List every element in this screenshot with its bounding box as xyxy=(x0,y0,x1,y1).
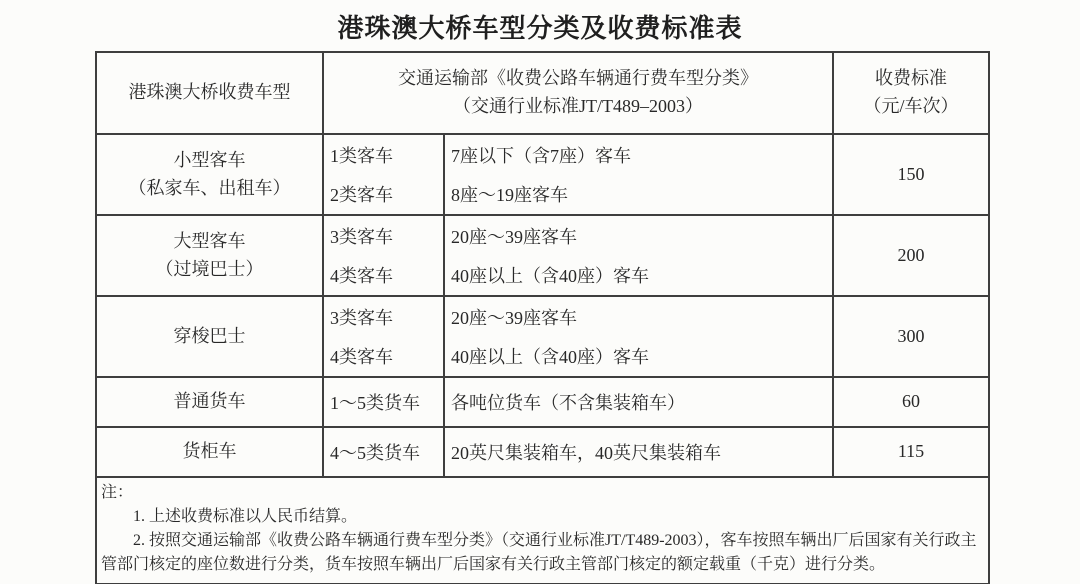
header-ministry-classification xyxy=(323,52,833,134)
class-line: 2类客车 xyxy=(330,185,393,206)
fee-cell: 115 xyxy=(833,427,989,477)
header-vehicle-type: 港珠澳大桥收费车型 xyxy=(96,52,323,134)
table-row xyxy=(96,296,989,377)
class-line: 1类客车 xyxy=(330,145,393,166)
header-fee-line2: （元/车次） xyxy=(863,96,959,116)
fee-cell: 300 xyxy=(833,296,989,377)
class-line: 4类客车 xyxy=(330,347,393,368)
vehicle-type-cell xyxy=(96,296,323,377)
table-row xyxy=(96,377,989,427)
page-title: 港珠澳大桥车型分类及收费标准表 xyxy=(337,14,743,43)
description-line: 40座以上（含40座）客车 xyxy=(451,266,649,287)
note-item-1: 1. 上述收费标准以人民币结算。 xyxy=(133,508,358,525)
vehicle-type-cell xyxy=(96,134,323,215)
note-item-2: 2. 按照交通运输部《收费公路车辆通行费车型分类》（交通行业标准JT/T489-2003），客车按照车辆出厂后国家有关行政主管部门核定的座位数进行分类，货车按照车辆出厂后国家有关行政主管部门核定的额定载重（千克）进行分类。 xyxy=(101,532,977,573)
description-cell: 20英尺集装箱车，40英尺集装箱车 xyxy=(444,427,833,477)
description-line: 20座～39座客车 xyxy=(451,226,577,247)
class-line: 3类客车 xyxy=(330,226,393,247)
description-line: 40座以上（含40座）客车 xyxy=(451,347,649,368)
description-cell xyxy=(444,215,833,296)
header-fee-standard xyxy=(833,52,989,134)
vehicle-name: 普通货车 xyxy=(173,391,246,412)
class-cell xyxy=(323,296,444,377)
description-line: 7座以下（含7座）客车 xyxy=(451,145,631,166)
header-ministry-line1: 交通运输部《收费公路车辆通行费车型分类》 xyxy=(398,68,758,89)
notes-row xyxy=(96,477,989,584)
fee-cell: 200 xyxy=(833,215,989,296)
vehicle-subname: （过境巴士） xyxy=(155,258,264,279)
class-line: 4类客车 xyxy=(330,266,393,287)
vehicle-name: 大型客车 xyxy=(173,230,246,251)
table-row xyxy=(96,134,989,215)
fee-cell: 150 xyxy=(833,134,989,215)
table-row xyxy=(96,427,989,477)
description-line: 20座～39座客车 xyxy=(451,307,577,328)
class-cell xyxy=(323,134,444,215)
toll-table xyxy=(95,51,990,584)
vehicle-type-cell xyxy=(96,215,323,296)
table-header-row xyxy=(96,52,989,134)
vehicle-type-cell xyxy=(96,377,323,427)
vehicle-name: 货柜车 xyxy=(182,441,237,462)
class-cell xyxy=(323,215,444,296)
vehicle-name: 小型客车 xyxy=(173,149,246,170)
vehicle-name: 穿梭巴士 xyxy=(173,325,246,346)
description-line: 8座～19座客车 xyxy=(451,185,568,206)
notes-label: 注： xyxy=(101,484,134,501)
class-cell: 1～5类货车 xyxy=(323,377,444,427)
vehicle-subname: （私家车、出租车） xyxy=(128,177,291,198)
fee-cell: 60 xyxy=(833,377,989,427)
vehicle-type-cell xyxy=(96,427,323,477)
description-cell xyxy=(444,296,833,377)
description-cell xyxy=(444,134,833,215)
header-ministry-line2: （交通行业标准JT/T489–2003） xyxy=(453,96,703,116)
notes-cell xyxy=(96,477,989,584)
class-cell: 4～5类货车 xyxy=(323,427,444,477)
table-row xyxy=(96,215,989,296)
header-fee-line1: 收费标准 xyxy=(875,68,947,89)
class-line: 3类客车 xyxy=(330,307,393,328)
description-cell: 各吨位货车（不含集装箱车） xyxy=(444,377,833,427)
